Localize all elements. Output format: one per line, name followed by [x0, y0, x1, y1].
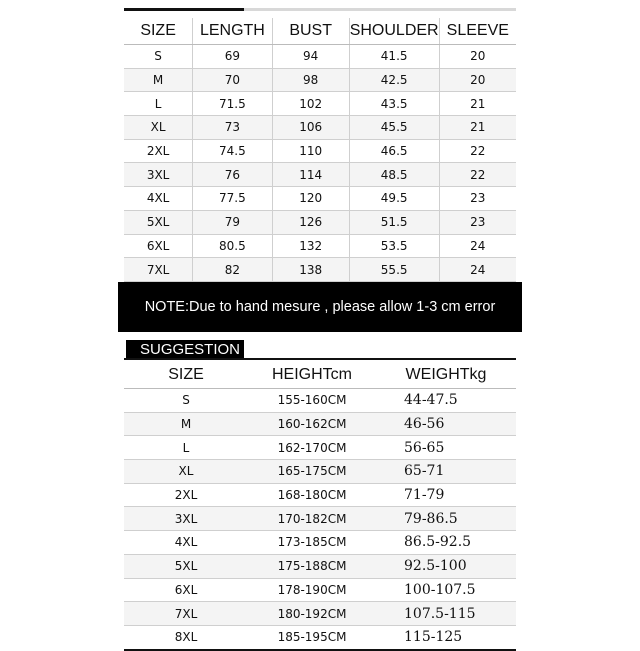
cell-sleeve: 20 — [439, 68, 516, 92]
cell-height: 185-195CM — [248, 625, 376, 649]
cell-height: 173-185CM — [248, 531, 376, 555]
table-row — [124, 68, 516, 92]
cell-weight: 46-56 — [376, 412, 516, 436]
cell-weight: 86.5-92.5 — [376, 531, 516, 555]
table-row — [124, 210, 516, 234]
cell-bust: 94 — [272, 45, 349, 69]
cell-size: 6XL — [124, 578, 248, 602]
table-row — [124, 187, 516, 211]
table-row — [124, 531, 516, 555]
table-row — [124, 602, 516, 626]
cell-size: 5XL — [124, 210, 193, 234]
table-row — [124, 507, 516, 531]
cell-shoulder: 55.5 — [349, 258, 439, 282]
cell-length: 79 — [193, 210, 272, 234]
cell-size: L — [124, 92, 193, 116]
header-height: HEIGHTcm — [248, 362, 376, 389]
cell-length: 71.5 — [193, 92, 272, 116]
cell-size: XL — [124, 116, 193, 140]
table-row — [124, 389, 516, 413]
cell-shoulder: 51.5 — [349, 210, 439, 234]
cell-sleeve: 21 — [439, 116, 516, 140]
table-row — [124, 139, 516, 163]
cell-height: 162-170CM — [248, 436, 376, 460]
cell-height: 155-160CM — [248, 389, 376, 413]
cell-size: M — [124, 412, 248, 436]
cell-bust: 114 — [272, 163, 349, 187]
header-length: LENGTH — [193, 18, 272, 45]
table-row — [124, 625, 516, 649]
cell-sleeve: 24 — [439, 258, 516, 282]
cell-height: 178-190CM — [248, 578, 376, 602]
cell-bust: 110 — [272, 139, 349, 163]
cell-length: 70 — [193, 68, 272, 92]
cell-height: 175-188CM — [248, 554, 376, 578]
cell-bust: 138 — [272, 258, 349, 282]
cell-bust: 126 — [272, 210, 349, 234]
cell-size: 3XL — [124, 163, 193, 187]
cell-sleeve: 22 — [439, 139, 516, 163]
cell-height: 180-192CM — [248, 602, 376, 626]
cell-size: 5XL — [124, 554, 248, 578]
table-row — [124, 460, 516, 484]
cell-shoulder: 45.5 — [349, 116, 439, 140]
cell-size: S — [124, 45, 193, 69]
cell-length: 80.5 — [193, 234, 272, 258]
cell-weight: 65-71 — [376, 460, 516, 484]
cell-shoulder: 48.5 — [349, 163, 439, 187]
header-size: SIZE — [124, 362, 248, 389]
cell-bust: 132 — [272, 234, 349, 258]
table-row — [124, 554, 516, 578]
cell-length: 69 — [193, 45, 272, 69]
cell-weight: 115-125 — [376, 625, 516, 649]
suggestion-header-row — [124, 362, 516, 389]
cell-length: 76 — [193, 163, 272, 187]
header-bust: BUST — [272, 18, 349, 45]
table-row — [124, 258, 516, 282]
cell-size: 6XL — [124, 234, 193, 258]
cell-weight: 44-47.5 — [376, 389, 516, 413]
cell-weight: 100-107.5 — [376, 578, 516, 602]
cell-size: L — [124, 436, 248, 460]
cell-shoulder: 53.5 — [349, 234, 439, 258]
cell-size: 7XL — [124, 602, 248, 626]
cell-length: 82 — [193, 258, 272, 282]
table-row — [124, 412, 516, 436]
cell-height: 170-182CM — [248, 507, 376, 531]
cell-size: 2XL — [124, 139, 193, 163]
cell-sleeve: 20 — [439, 45, 516, 69]
table-row — [124, 234, 516, 258]
suggestion-table — [124, 362, 516, 651]
table-row — [124, 45, 516, 69]
cell-bust: 102 — [272, 92, 349, 116]
cell-size: 3XL — [124, 507, 248, 531]
table-row — [124, 436, 516, 460]
cell-height: 165-175CM — [248, 460, 376, 484]
cell-weight: 107.5-115 — [376, 602, 516, 626]
table-row — [124, 483, 516, 507]
cell-shoulder: 49.5 — [349, 187, 439, 211]
cell-size: S — [124, 389, 248, 413]
table-row — [124, 578, 516, 602]
cell-weight: 92.5-100 — [376, 554, 516, 578]
cell-sleeve: 21 — [439, 92, 516, 116]
cell-shoulder: 41.5 — [349, 45, 439, 69]
cell-weight: 56-65 — [376, 436, 516, 460]
cell-bust: 98 — [272, 68, 349, 92]
size-chart-table — [124, 18, 516, 307]
cell-sleeve: 24 — [439, 234, 516, 258]
header-size: SIZE — [124, 18, 193, 45]
suggestion-label: SUGGESTION — [126, 340, 244, 359]
top-divider-accent — [124, 8, 244, 11]
cell-shoulder: 43.5 — [349, 92, 439, 116]
cell-shoulder: 42.5 — [349, 68, 439, 92]
cell-sleeve: 23 — [439, 187, 516, 211]
cell-weight: 79-86.5 — [376, 507, 516, 531]
cell-size: XL — [124, 460, 248, 484]
cell-weight: 71-79 — [376, 483, 516, 507]
table-row — [124, 163, 516, 187]
header-sleeve: SLEEVE — [439, 18, 516, 45]
cell-height: 168-180CM — [248, 483, 376, 507]
measurement-note: NOTE:Due to hand mesure , please allow 1-3 cm error — [118, 282, 522, 332]
cell-size: 2XL — [124, 483, 248, 507]
size-chart-header-row — [124, 18, 516, 45]
cell-size: 4XL — [124, 531, 248, 555]
cell-length: 74.5 — [193, 139, 272, 163]
cell-size: 4XL — [124, 187, 193, 211]
cell-sleeve: 23 — [439, 210, 516, 234]
suggestion-divider — [124, 358, 516, 360]
cell-length: 77.5 — [193, 187, 272, 211]
table-row — [124, 116, 516, 140]
cell-shoulder: 46.5 — [349, 139, 439, 163]
header-shoulder: SHOULDER — [349, 18, 439, 45]
cell-size: 8XL — [124, 625, 248, 649]
cell-height: 160-162CM — [248, 412, 376, 436]
cell-bust: 106 — [272, 116, 349, 140]
cell-size: M — [124, 68, 193, 92]
cell-length: 73 — [193, 116, 272, 140]
header-weight: WEIGHTkg — [376, 362, 516, 389]
cell-sleeve: 22 — [439, 163, 516, 187]
cell-bust: 120 — [272, 187, 349, 211]
cell-size: 7XL — [124, 258, 193, 282]
table-row — [124, 92, 516, 116]
